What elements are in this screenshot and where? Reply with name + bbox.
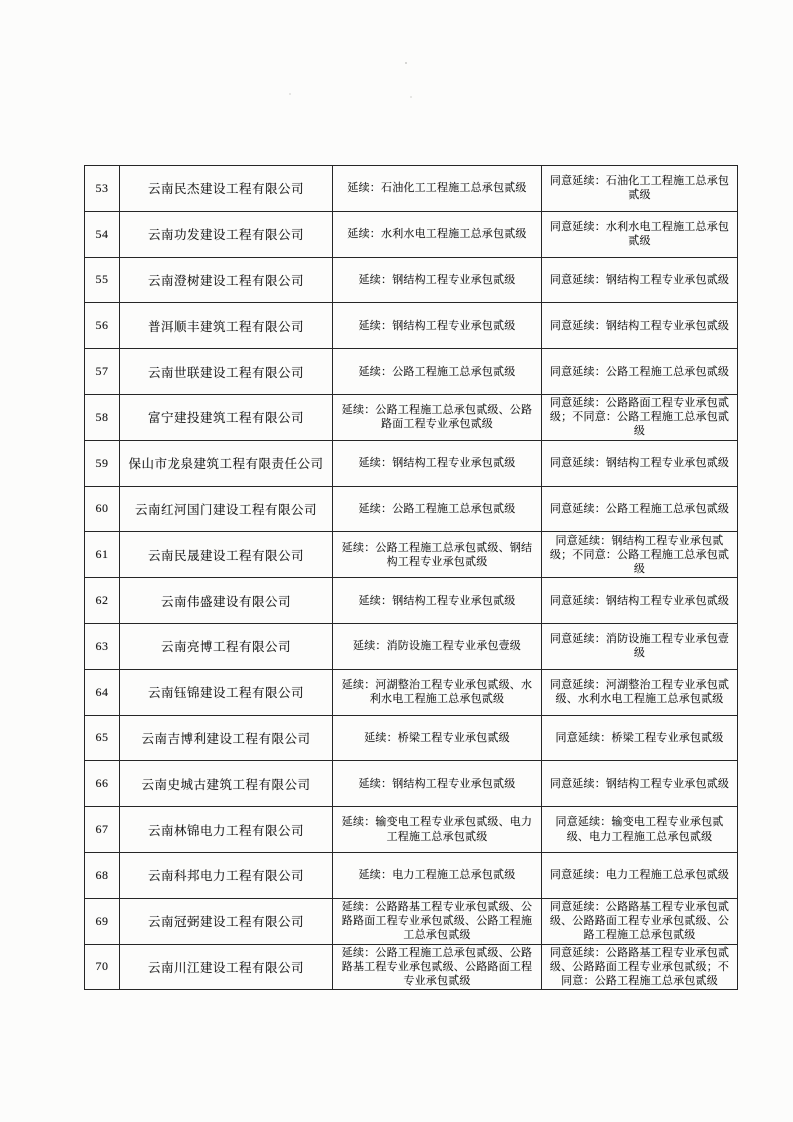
table-row bbox=[85, 394, 738, 440]
table-row bbox=[85, 715, 738, 761]
company-name: 云南功发建设工程有限公司 bbox=[120, 211, 333, 257]
company-name: 云南澄树建设工程有限公司 bbox=[120, 257, 333, 303]
table-body bbox=[85, 166, 738, 990]
application-content: 延续：公路工程施工总承包贰级、公路路面工程专业承包贰级 bbox=[333, 394, 542, 440]
approval-result: 同意延续：石油化工工程施工总承包贰级 bbox=[542, 166, 738, 212]
approval-result: 同意延续：河湖整治工程专业承包贰级、水利水电工程施工总承包贰级 bbox=[542, 669, 738, 715]
table-row bbox=[85, 898, 738, 944]
company-name: 云南世联建设工程有限公司 bbox=[120, 349, 333, 395]
approval-result: 同意延续：钢结构工程专业承包贰级 bbox=[542, 578, 738, 624]
row-number: 66 bbox=[85, 761, 120, 807]
scan-speck bbox=[405, 62, 407, 64]
company-name: 云南川江建设工程有限公司 bbox=[120, 944, 333, 990]
row-number: 56 bbox=[85, 303, 120, 349]
table-row bbox=[85, 166, 738, 212]
table-row bbox=[85, 669, 738, 715]
row-number: 57 bbox=[85, 349, 120, 395]
company-name: 云南科邦电力工程有限公司 bbox=[120, 852, 333, 898]
approval-result: 同意延续：钢结构工程专业承包贰级；不同意：公路工程施工总承包贰级 bbox=[542, 532, 738, 578]
application-content: 延续：公路工程施工总承包贰级、钢结构工程专业承包贰级 bbox=[333, 532, 542, 578]
approval-result: 同意延续：输变电工程专业承包贰级、电力工程施工总承包贰级 bbox=[542, 807, 738, 853]
row-number: 59 bbox=[85, 440, 120, 486]
row-number: 53 bbox=[85, 166, 120, 212]
application-content: 延续：钢结构工程专业承包贰级 bbox=[333, 761, 542, 807]
table-row bbox=[85, 852, 738, 898]
application-content: 延续：钢结构工程专业承包贰级 bbox=[333, 578, 542, 624]
approval-result: 同意延续：公路路基工程专业承包贰级、公路路面工程专业承包贰级、公路工程施工总承包贰级 bbox=[542, 898, 738, 944]
approval-result: 同意延续：水利水电工程施工总承包贰级 bbox=[542, 211, 738, 257]
row-number: 69 bbox=[85, 898, 120, 944]
table-row bbox=[85, 532, 738, 578]
table-row bbox=[85, 761, 738, 807]
application-content: 延续：钢结构工程专业承包贰级 bbox=[333, 440, 542, 486]
row-number: 60 bbox=[85, 486, 120, 532]
approval-result: 同意延续：钢结构工程专业承包贰级 bbox=[542, 761, 738, 807]
qualification-approval-table bbox=[84, 165, 738, 990]
table-row bbox=[85, 349, 738, 395]
row-number: 67 bbox=[85, 807, 120, 853]
application-content: 延续：消防设施工程专业承包壹级 bbox=[333, 623, 542, 669]
row-number: 64 bbox=[85, 669, 120, 715]
company-name: 云南民晟建设工程有限公司 bbox=[120, 532, 333, 578]
company-name: 云南民杰建设工程有限公司 bbox=[120, 166, 333, 212]
table-row bbox=[85, 944, 738, 990]
row-number: 70 bbox=[85, 944, 120, 990]
company-name: 云南亮博工程有限公司 bbox=[120, 623, 333, 669]
approval-result: 同意延续：桥梁工程专业承包贰级 bbox=[542, 715, 738, 761]
company-name: 云南林锦电力工程有限公司 bbox=[120, 807, 333, 853]
company-name: 云南伟盛建设有限公司 bbox=[120, 578, 333, 624]
company-name: 云南红河国门建设工程有限公司 bbox=[120, 486, 333, 532]
company-name: 普洱顺丰建筑工程有限公司 bbox=[120, 303, 333, 349]
row-number: 63 bbox=[85, 623, 120, 669]
row-number: 65 bbox=[85, 715, 120, 761]
application-content: 延续：输变电工程专业承包贰级、电力工程施工总承包贰级 bbox=[333, 807, 542, 853]
application-content: 延续：公路工程施工总承包贰级 bbox=[333, 486, 542, 532]
application-content: 延续：石油化工工程施工总承包贰级 bbox=[333, 166, 542, 212]
approval-result: 同意延续：钢结构工程专业承包贰级 bbox=[542, 257, 738, 303]
table-row bbox=[85, 303, 738, 349]
application-content: 延续：钢结构工程专业承包贰级 bbox=[333, 257, 542, 303]
application-content: 延续：公路路基工程专业承包贰级、公路路面工程专业承包贰级、公路工程施工总承包贰级 bbox=[333, 898, 542, 944]
approval-result: 同意延续：公路路基工程专业承包贰级、公路路面工程专业承包贰级；不同意：公路工程施工总承包贰级 bbox=[542, 944, 738, 990]
row-number: 62 bbox=[85, 578, 120, 624]
approval-result: 同意延续：消防设施工程专业承包壹级 bbox=[542, 623, 738, 669]
approval-result: 同意延续：钢结构工程专业承包贰级 bbox=[542, 440, 738, 486]
company-name: 富宁建投建筑工程有限公司 bbox=[120, 394, 333, 440]
table-row bbox=[85, 257, 738, 303]
application-content: 延续：河湖整治工程专业承包贰级、水利水电工程施工总承包贰级 bbox=[333, 669, 542, 715]
scan-speck bbox=[289, 93, 291, 95]
row-number: 55 bbox=[85, 257, 120, 303]
table-row bbox=[85, 578, 738, 624]
approval-result: 同意延续：公路路面工程专业承包贰级；不同意：公路工程施工总承包贰级 bbox=[542, 394, 738, 440]
approval-result: 同意延续：公路工程施工总承包贰级 bbox=[542, 349, 738, 395]
company-name: 云南吉博利建设工程有限公司 bbox=[120, 715, 333, 761]
company-name: 云南冠弼建设工程有限公司 bbox=[120, 898, 333, 944]
application-content: 延续：桥梁工程专业承包贰级 bbox=[333, 715, 542, 761]
table-row bbox=[85, 623, 738, 669]
company-name: 保山市龙泉建筑工程有限责任公司 bbox=[120, 440, 333, 486]
approval-result: 同意延续：电力工程施工总承包贰级 bbox=[542, 852, 738, 898]
application-content: 延续：水利水电工程施工总承包贰级 bbox=[333, 211, 542, 257]
row-number: 58 bbox=[85, 394, 120, 440]
company-name: 云南钰锦建设工程有限公司 bbox=[120, 669, 333, 715]
company-name: 云南史城古建筑工程有限公司 bbox=[120, 761, 333, 807]
row-number: 61 bbox=[85, 532, 120, 578]
table-row bbox=[85, 440, 738, 486]
application-content: 延续：钢结构工程专业承包贰级 bbox=[333, 303, 542, 349]
scan-speck bbox=[410, 96, 412, 98]
approval-result: 同意延续：钢结构工程专业承包贰级 bbox=[542, 303, 738, 349]
row-number: 68 bbox=[85, 852, 120, 898]
application-content: 延续：公路工程施工总承包贰级、公路路基工程专业承包贰级、公路路面工程专业承包贰级 bbox=[333, 944, 542, 990]
table-row bbox=[85, 807, 738, 853]
row-number: 54 bbox=[85, 211, 120, 257]
application-content: 延续：公路工程施工总承包贰级 bbox=[333, 349, 542, 395]
application-content: 延续：电力工程施工总承包贰级 bbox=[333, 852, 542, 898]
approval-result: 同意延续：公路工程施工总承包贰级 bbox=[542, 486, 738, 532]
table-row bbox=[85, 486, 738, 532]
table-row bbox=[85, 211, 738, 257]
